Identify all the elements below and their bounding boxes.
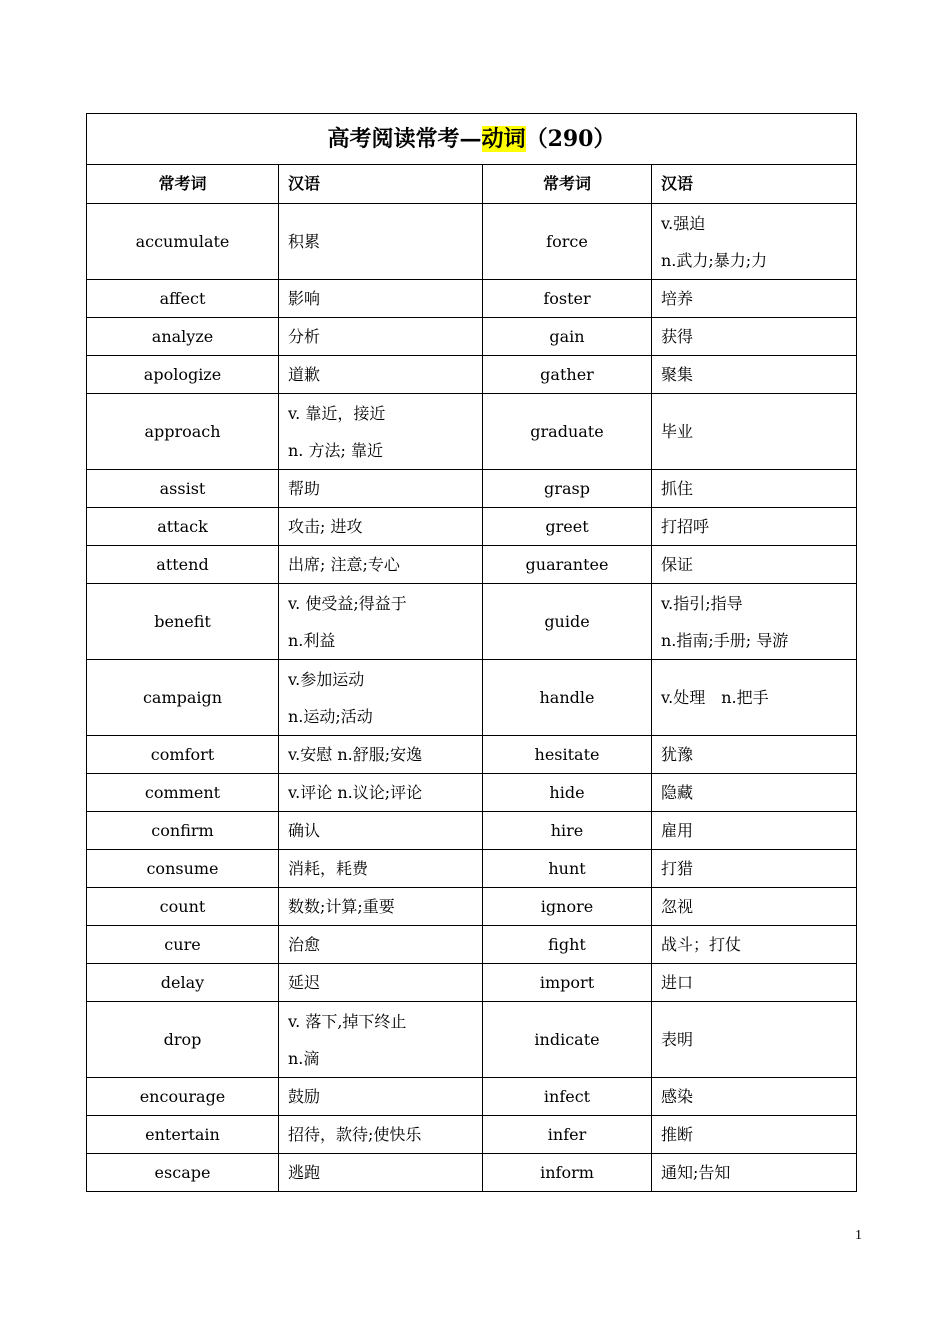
meaning-line: v.处理 n.把手: [661, 687, 769, 707]
word-cell-right: import: [483, 964, 652, 1002]
meaning-line: 犹豫: [661, 744, 694, 764]
meaning-line: v.指引;指导: [661, 593, 743, 613]
word-cell-right: hunt: [483, 850, 652, 888]
table-row: [87, 508, 857, 546]
word-cell-left: attack: [87, 508, 279, 546]
meaning-line: n.滴: [288, 1048, 320, 1068]
word-cell-right: hesitate: [483, 736, 652, 774]
meaning-cell-left: [279, 774, 483, 812]
meaning-line: n.武力;暴力;力: [661, 250, 768, 270]
meaning-line: v.评论 n.议论;评论: [288, 782, 423, 802]
meaning-line: 延迟: [288, 972, 321, 992]
meaning-cell-left: [279, 394, 483, 470]
word-cell-left: comfort: [87, 736, 279, 774]
meaning-cell-left: [279, 926, 483, 964]
table-row: [87, 318, 857, 356]
header-word-right: 常考词: [483, 165, 652, 204]
table-row: [87, 470, 857, 508]
word-cell-left: benefit: [87, 584, 279, 660]
meaning-line: 确认: [288, 820, 321, 840]
table-row: [87, 1116, 857, 1154]
meaning-cell-left: [279, 736, 483, 774]
word-cell-left: approach: [87, 394, 279, 470]
table-row: [87, 584, 857, 660]
meaning-line: 培养: [661, 288, 694, 308]
meaning-cell-left: [279, 546, 483, 584]
word-cell-right: infect: [483, 1078, 652, 1116]
word-cell-right: guide: [483, 584, 652, 660]
word-cell-left: entertain: [87, 1116, 279, 1154]
meaning-cell-right: [652, 926, 857, 964]
meaning-line: 治愈: [288, 934, 321, 954]
meaning-line: 进口: [661, 972, 694, 992]
word-cell-left: confirm: [87, 812, 279, 850]
meaning-cell-right: [652, 280, 857, 318]
word-cell-right: hide: [483, 774, 652, 812]
meaning-cell-right: [652, 470, 857, 508]
meaning-cell-left: [279, 1154, 483, 1192]
table-row: [87, 888, 857, 926]
meaning-line: v. 使受益;得益于: [288, 593, 407, 613]
word-cell-left: assist: [87, 470, 279, 508]
meaning-cell-right: [652, 774, 857, 812]
meaning-line: n.运动;活动: [288, 706, 373, 726]
meaning-cell-left: [279, 1116, 483, 1154]
table-row: [87, 812, 857, 850]
meaning-cell-right: [652, 1116, 857, 1154]
meaning-line: 攻击; 进攻: [288, 516, 363, 536]
meaning-line: 忽视: [661, 896, 694, 916]
meaning-line: 消耗，耗费: [288, 858, 369, 878]
word-cell-right: graduate: [483, 394, 652, 470]
meaning-cell-left: [279, 888, 483, 926]
word-cell-left: delay: [87, 964, 279, 1002]
table-row: [87, 774, 857, 812]
word-cell-left: count: [87, 888, 279, 926]
word-cell-left: analyze: [87, 318, 279, 356]
table-row: [87, 356, 857, 394]
meaning-cell-left: [279, 318, 483, 356]
word-cell-right: guarantee: [483, 546, 652, 584]
meaning-line: 表明: [661, 1029, 694, 1049]
meaning-cell-left: [279, 356, 483, 394]
word-cell-left: escape: [87, 1154, 279, 1192]
header-chinese-right: 汉语: [652, 165, 857, 204]
meaning-cell-right: [652, 812, 857, 850]
meaning-cell-left: [279, 964, 483, 1002]
word-cell-left: apologize: [87, 356, 279, 394]
word-cell-left: accumulate: [87, 204, 279, 280]
title-highlight: 动词: [481, 126, 526, 152]
word-cell-right: gain: [483, 318, 652, 356]
meaning-line: n.指南;手册; 导游: [661, 630, 789, 650]
word-cell-right: greet: [483, 508, 652, 546]
meaning-cell-left: [279, 280, 483, 318]
word-cell-right: force: [483, 204, 652, 280]
word-cell-right: infer: [483, 1116, 652, 1154]
word-cell-left: comment: [87, 774, 279, 812]
word-cell-right: hire: [483, 812, 652, 850]
meaning-line: 招待，款待;使快乐: [288, 1124, 422, 1144]
meaning-cell-right: [652, 508, 857, 546]
meaning-cell-left: [279, 1078, 483, 1116]
page-number: 1: [855, 1228, 862, 1243]
meaning-line: 感染: [661, 1086, 694, 1106]
meaning-line: 逃跑: [288, 1162, 321, 1182]
vocab-table: [86, 113, 857, 1192]
meaning-cell-left: [279, 508, 483, 546]
meaning-line: v.参加运动: [288, 669, 365, 689]
header-chinese-left: 汉语: [279, 165, 483, 204]
meaning-line: 打招呼: [661, 516, 710, 536]
table-row: [87, 546, 857, 584]
word-cell-right: inform: [483, 1154, 652, 1192]
meaning-line: 积累: [288, 231, 321, 251]
word-cell-left: cure: [87, 926, 279, 964]
title-prefix: 高考阅读常考—: [327, 126, 482, 152]
meaning-cell-left: [279, 660, 483, 736]
table-row: [87, 736, 857, 774]
table-row: [87, 1078, 857, 1116]
meaning-cell-left: [279, 470, 483, 508]
meaning-cell-left: [279, 812, 483, 850]
word-cell-right: gather: [483, 356, 652, 394]
meaning-cell-right: [652, 394, 857, 470]
meaning-line: 打猎: [661, 858, 694, 878]
header-word-left: 常考词: [87, 165, 279, 204]
meaning-line: 保证: [661, 554, 694, 574]
word-cell-right: indicate: [483, 1002, 652, 1078]
meaning-cell-right: [652, 546, 857, 584]
meaning-cell-right: [652, 888, 857, 926]
header-row: [87, 165, 857, 204]
meaning-line: 出席; 注意;专心: [288, 554, 400, 574]
word-cell-left: affect: [87, 280, 279, 318]
meaning-line: 雇用: [661, 820, 694, 840]
word-cell-left: attend: [87, 546, 279, 584]
meaning-line: 隐藏: [661, 782, 694, 802]
table-row: [87, 850, 857, 888]
table-row: [87, 926, 857, 964]
meaning-cell-right: [652, 356, 857, 394]
word-cell-right: handle: [483, 660, 652, 736]
meaning-cell-left: [279, 584, 483, 660]
title-suffix: （290）: [525, 126, 616, 152]
meaning-line: v.安慰 n.舒服;安逸: [288, 744, 423, 764]
table-title: [87, 114, 857, 165]
word-cell-right: ignore: [483, 888, 652, 926]
meaning-line: 获得: [661, 326, 694, 346]
table-row: [87, 660, 857, 736]
word-cell-right: grasp: [483, 470, 652, 508]
table-row: [87, 204, 857, 280]
meaning-line: 毕业: [661, 421, 694, 441]
meaning-line: v.强迫: [661, 213, 706, 233]
meaning-line: n. 方法; 靠近: [288, 440, 383, 460]
meaning-line: v. 落下,掉下终止: [288, 1011, 407, 1031]
table-body: [87, 204, 857, 1192]
meaning-cell-right: [652, 660, 857, 736]
meaning-cell-right: [652, 1002, 857, 1078]
meaning-cell-left: [279, 204, 483, 280]
meaning-line: 战斗；打仗: [661, 934, 742, 954]
word-cell-left: consume: [87, 850, 279, 888]
table-row: [87, 964, 857, 1002]
meaning-line: n.利益: [288, 630, 336, 650]
word-cell-left: encourage: [87, 1078, 279, 1116]
meaning-cell-right: [652, 964, 857, 1002]
meaning-line: 推断: [661, 1124, 694, 1144]
meaning-line: 聚集: [661, 364, 694, 384]
meaning-line: 鼓励: [288, 1086, 321, 1106]
table-row: [87, 394, 857, 470]
table-row: [87, 1002, 857, 1078]
meaning-line: 道歉: [288, 364, 321, 384]
meaning-line: 分析: [288, 326, 321, 346]
meaning-cell-right: [652, 1154, 857, 1192]
meaning-cell-right: [652, 850, 857, 888]
word-cell-left: drop: [87, 1002, 279, 1078]
meaning-line: 帮助: [288, 478, 321, 498]
meaning-cell-right: [652, 318, 857, 356]
meaning-line: 影响: [288, 288, 321, 308]
meaning-line: 抓住: [661, 478, 694, 498]
meaning-cell-left: [279, 1002, 483, 1078]
meaning-cell-right: [652, 736, 857, 774]
word-cell-right: foster: [483, 280, 652, 318]
meaning-cell-right: [652, 204, 857, 280]
meaning-line: 数数;计算;重要: [288, 896, 395, 916]
table-row: [87, 1154, 857, 1192]
meaning-line: v. 靠近，接近: [288, 403, 386, 423]
meaning-line: 通知;告知: [661, 1162, 731, 1182]
table-row: [87, 280, 857, 318]
meaning-cell-right: [652, 1078, 857, 1116]
word-cell-left: campaign: [87, 660, 279, 736]
word-cell-right: fight: [483, 926, 652, 964]
meaning-cell-left: [279, 850, 483, 888]
meaning-cell-right: [652, 584, 857, 660]
